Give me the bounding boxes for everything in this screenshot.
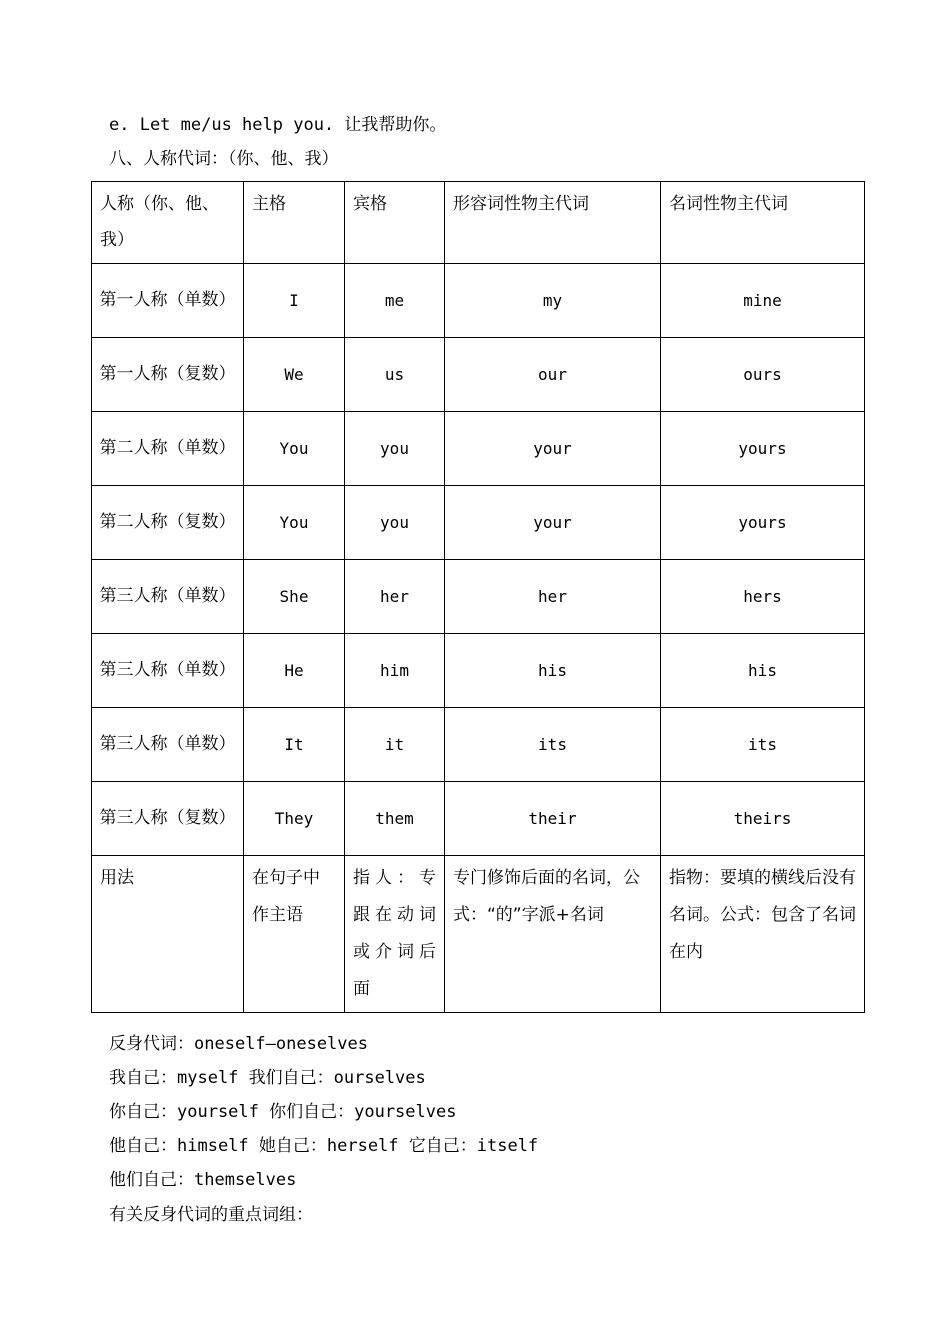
cell-object: us <box>345 338 445 412</box>
usage-noun-possessive: 指物：要填的横线后没有名词。公式：包含了名词在内 <box>661 856 865 1013</box>
table-row <box>92 708 865 782</box>
table-row <box>92 412 865 486</box>
table-row <box>92 338 865 412</box>
cell-noun-possessive: yours <box>661 486 865 560</box>
cell-subject: We <box>244 338 345 412</box>
cell-noun-possessive: yours <box>661 412 865 486</box>
cell-noun-possessive: hers <box>661 560 865 634</box>
cell-subject: They <box>244 782 345 856</box>
cell-adj-possessive: my <box>445 264 661 338</box>
cell-person: 第三人称（单数） <box>92 560 244 634</box>
reflexive-line: 他们自己：themselves <box>109 1170 297 1190</box>
cell-person: 第一人称（单数） <box>92 264 244 338</box>
cell-noun-possessive: its <box>661 708 865 782</box>
reflexive-line: 你自己：yourself 你们自己：yourselves <box>109 1102 457 1122</box>
cell-adj-possessive: your <box>445 412 661 486</box>
cell-subject: He <box>244 634 345 708</box>
header-person: 人称（你、他、我） <box>92 182 244 264</box>
reflexive-line: 我自己：myself 我们自己：ourselves <box>109 1068 426 1088</box>
header-adj-possessive: 形容词性物主代词 <box>445 182 661 264</box>
cell-subject: I <box>244 264 345 338</box>
usage-adj-possessive: 专门修饰后面的名词，公式：“的”字派+名词 <box>445 856 661 1013</box>
header-noun-possessive: 名词性物主代词 <box>661 182 865 264</box>
usage-row <box>92 856 865 1013</box>
cell-person: 第二人称（单数） <box>92 412 244 486</box>
cell-person: 第二人称（复数） <box>92 486 244 560</box>
reflexive-heading: 有关反身代词的重点词组： <box>109 1205 313 1225</box>
usage-subject: 在句子中作主语 <box>244 856 345 1013</box>
cell-object: it <box>345 708 445 782</box>
cell-person: 第三人称（单数） <box>92 634 244 708</box>
reflexive-line: 反身代词：oneself—oneselves <box>109 1034 368 1054</box>
pronoun-table <box>91 181 865 1013</box>
header-object: 宾格 <box>345 182 445 264</box>
cell-adj-possessive: its <box>445 708 661 782</box>
cell-subject: You <box>244 412 345 486</box>
cell-object: you <box>345 486 445 560</box>
cell-adj-possessive: our <box>445 338 661 412</box>
cell-noun-possessive: his <box>661 634 865 708</box>
cell-person: 第三人称（单数） <box>92 708 244 782</box>
cell-subject: It <box>244 708 345 782</box>
cell-noun-possessive: theirs <box>661 782 865 856</box>
cell-adj-possessive: her <box>445 560 661 634</box>
cell-subject: She <box>244 560 345 634</box>
table-row <box>92 634 865 708</box>
table-row <box>92 560 865 634</box>
usage-label: 用法 <box>92 856 244 1013</box>
table-row <box>92 486 865 560</box>
cell-adj-possessive: his <box>445 634 661 708</box>
cell-object: them <box>345 782 445 856</box>
cell-object: him <box>345 634 445 708</box>
table-row <box>92 264 865 338</box>
usage-object: 指人：专跟在动词或介词后面 <box>345 856 445 1013</box>
cell-person: 第三人称（复数） <box>92 782 244 856</box>
intro-line: e. Let me/us help you. 让我帮助你。 <box>109 115 447 135</box>
cell-subject: You <box>244 486 345 560</box>
header-subject: 主格 <box>244 182 345 264</box>
cell-adj-possessive: your <box>445 486 661 560</box>
table-header-row <box>92 182 865 264</box>
cell-object: her <box>345 560 445 634</box>
reflexive-line: 他自己：himself 她自己：herself 它自己：itself <box>109 1136 539 1156</box>
section-title: 八、人称代词：（你、他、我） <box>109 149 339 169</box>
cell-object: me <box>345 264 445 338</box>
table-row <box>92 782 865 856</box>
cell-object: you <box>345 412 445 486</box>
cell-noun-possessive: ours <box>661 338 865 412</box>
cell-person: 第一人称（复数） <box>92 338 244 412</box>
cell-noun-possessive: mine <box>661 264 865 338</box>
cell-adj-possessive: their <box>445 782 661 856</box>
